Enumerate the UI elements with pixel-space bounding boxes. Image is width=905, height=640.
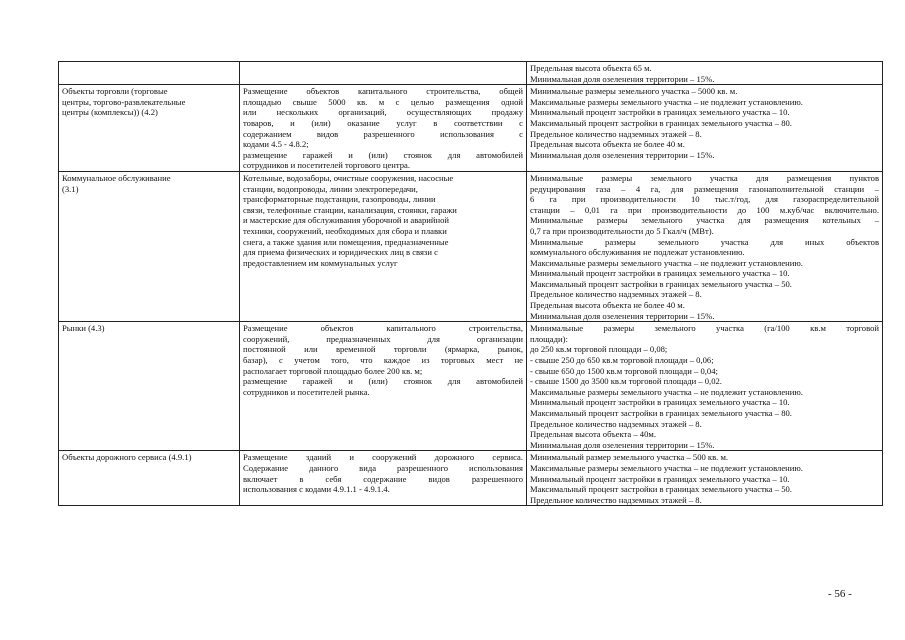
table-row (59, 322, 883, 451)
land-use-type-line: центры (комплексы)) (4.2) (62, 107, 158, 118)
description-line: товаров, и (или) оказание услуг в соответствии с (243, 117, 523, 128)
table-row (59, 62, 883, 85)
description-line: использования с кодами 4.9.1.1 - 4.9.1.4. (243, 484, 390, 495)
land-use-type-cell (59, 62, 240, 85)
parameter-line: Минимальная доля озеленения территории – 15%. (530, 73, 715, 84)
description-line: содержанием видов разрешенного использования с (243, 128, 523, 139)
description-line: включает в себя содержание видов разрешенного (243, 473, 523, 484)
land-use-type-line: Рынки (4.3) (62, 323, 105, 334)
parameter-line: Предельное количество надземных этажей – 8. (530, 128, 702, 139)
description-cell (240, 62, 527, 85)
parameter-line: Минимальные размеры земельного участка для размещения пунктов (530, 172, 879, 183)
parameter-line: 0,7 га при производительности до 5 Гкал/ч (МВт). (530, 225, 714, 236)
parameter-line: Максимальные размеры земельного участка – не подлежит установлению. (530, 96, 803, 107)
parameter-line: Максимальный процент застройки в границах земельного участка – 50. (530, 484, 792, 495)
description-line: сооружений, предназначенных для организации (243, 333, 523, 344)
parameter-line: Минимальные размеры земельного участка для иных объектов (530, 236, 879, 247)
description-line: размещение гаражей и (или) стоянок для автомобилей (243, 149, 523, 160)
land-use-type-cell (59, 171, 240, 321)
parameter-line: Максимальные размеры земельного участка – не подлежит установлению. (530, 462, 803, 473)
parameter-line: - свыше 650 до 1500 кв.м торговой площади – 0,04; (530, 365, 718, 376)
description-line: постоянной или временной торговли (ярмарка, рынок, (243, 344, 523, 355)
description-line: располагает торговой площадью более 200 кв. м; (243, 365, 423, 376)
parameter-line: Максимальный процент застройки в границах земельного участка – 80. (530, 408, 792, 418)
description-cell (240, 171, 527, 321)
parameter-line: 6 га при производительности 10 тыс.т/год, для газораспределительной (530, 194, 879, 205)
description-line: снега, а также здания или помещения, предназначенные (243, 236, 449, 247)
description-line: сотрудников и посетителей торгового центра. (243, 160, 411, 171)
description-line: кодами 4.5 - 4.8.2; (243, 139, 309, 150)
land-use-type-cell (59, 322, 240, 451)
description-cell (240, 85, 527, 172)
parameters-cell (527, 451, 883, 506)
table-row (59, 171, 883, 321)
parameter-line: Минимальный процент застройки в границах земельного участка – 10. (530, 107, 790, 118)
description-line: техники, сооружений, необходимых для сбора и плавки (243, 225, 447, 236)
parameter-line: Минимальный размер земельного участка – 500 кв. м. (530, 452, 729, 463)
parameter-line: Предельная высота объекта не более 40 м. (530, 139, 685, 150)
description-cell (240, 451, 527, 506)
parameter-line: Предельное количество надземных этажей – 8. (530, 289, 702, 300)
parameters-cell (527, 62, 883, 85)
parameter-line: редуцирования газа – 4 га, для размещения газонаполнительной станции – (530, 183, 879, 194)
land-use-type-line: (3.1) (62, 183, 79, 194)
parameter-line: - свыше 1500 до 3500 кв.м торговой площади – 0,02. (530, 376, 722, 387)
page-number: - 56 - (828, 588, 852, 600)
description-line: Содержание данного вида разрешенного использования (243, 462, 523, 473)
zoning-table-body (59, 62, 883, 506)
land-use-type-line: Коммунальное обслуживание (62, 172, 171, 183)
description-line: связи, телефонные станции, канализация, стоянки, гаражи (243, 204, 457, 215)
parameter-line: Минимальный процент застройки в границах земельного участка – 10. (530, 268, 790, 279)
parameter-line: площади): (530, 333, 568, 344)
description-line: базар), с учетом того, что каждое из торговых мест не (243, 355, 523, 366)
parameters-cell (527, 171, 883, 321)
parameters-cell (527, 85, 883, 172)
parameter-line: Минимальные размеры земельного участка – 5000 кв. м. (530, 86, 738, 97)
description-line: предоставлением им коммунальных услуг (243, 257, 398, 268)
parameter-line: Максимальные размеры земельного участка – не подлежит установлению. (530, 257, 803, 268)
table-row (59, 85, 883, 172)
description-line: для приема физических и юридических лиц в связи с (243, 247, 438, 258)
description-line: и мастерские для обслуживания уборочной и аварийной (243, 215, 449, 226)
parameters-cell (527, 322, 883, 451)
description-line: станции, водопроводы, линии электропередачи, (243, 183, 418, 194)
parameter-line: станции – 0,01 га при производительности до 100 м.куб/час включительно. (530, 204, 879, 215)
description-line: трансформаторные подстанции, газопроводы, линии (243, 194, 436, 205)
parameter-line: Предельная высота объекта 65 м. (530, 63, 652, 73)
land-use-type-line: Объекты торговли (торговые (62, 86, 168, 97)
description-line: Размещение зданий и сооружений дорожного сервиса. (243, 452, 523, 463)
parameter-line: коммунального обслуживания не подлежат установлению. (530, 247, 745, 258)
land-use-type-line: Объекты дорожного сервиса (4.9.1) (62, 452, 192, 463)
description-cell (240, 322, 527, 451)
parameter-line: до 250 кв.м торговой площади – 0,08; (530, 344, 668, 355)
description-line: сотрудников и посетителей рынка. (243, 386, 370, 397)
description-line: или нескольких организаций, осуществляющих продажу (243, 107, 523, 118)
parameter-line: Максимальный процент застройки в границах земельного участка – 50. (530, 278, 792, 289)
parameter-line: Предельная высота объекта – 40м. (530, 429, 656, 440)
zoning-table (58, 61, 883, 506)
description-line: Размещение объектов капитального строительства, (243, 323, 523, 334)
parameter-line: Минимальная доля озеленения территории – 15%. (530, 439, 715, 450)
parameter-line: Максимальные размеры земельного участка – не подлежит установлению. (530, 386, 803, 397)
parameter-line: Максимальный процент застройки в границах земельного участка – 80. (530, 117, 792, 128)
parameter-line: Предельная высота объекта не более 40 м. (530, 300, 685, 311)
parameter-line: Минимальный процент застройки в границах земельного участка – 10. (530, 397, 790, 408)
parameter-line: Минимальные размеры земельного участка для размещения котельных – (530, 215, 879, 226)
land-use-type-cell (59, 85, 240, 172)
parameter-line: Минимальная доля озеленения территории – 15%. (530, 149, 715, 160)
land-use-type-cell (59, 451, 240, 506)
parameter-line: - свыше 250 до 650 кв.м торговой площади – 0,06; (530, 355, 714, 366)
description-line: площадью свыше 5000 кв. м с целью размещения одной (243, 96, 523, 107)
parameter-line: Минимальные размеры земельного участка (га/100 кв.м торговой (530, 323, 879, 334)
parameter-line: Предельное количество надземных этажей – 8. (530, 418, 702, 429)
parameter-line: Предельное количество надземных этажей – 8. (530, 494, 702, 505)
description-line: Размещение объектов капитального строительства, общей (243, 86, 523, 97)
parameter-line: Минимальный процент застройки в границах земельного участка – 10. (530, 473, 790, 484)
table-row (59, 451, 883, 506)
land-use-type-line: центры, торгово-развлекательные (62, 96, 186, 107)
description-line: размещение гаражей и (или) стоянок для автомобилей (243, 376, 523, 387)
parameter-line: Минимальная доля озеленения территории – 15%. (530, 310, 715, 321)
description-line: Котельные, водозаборы, очистные сооружения, насосные (243, 172, 454, 183)
